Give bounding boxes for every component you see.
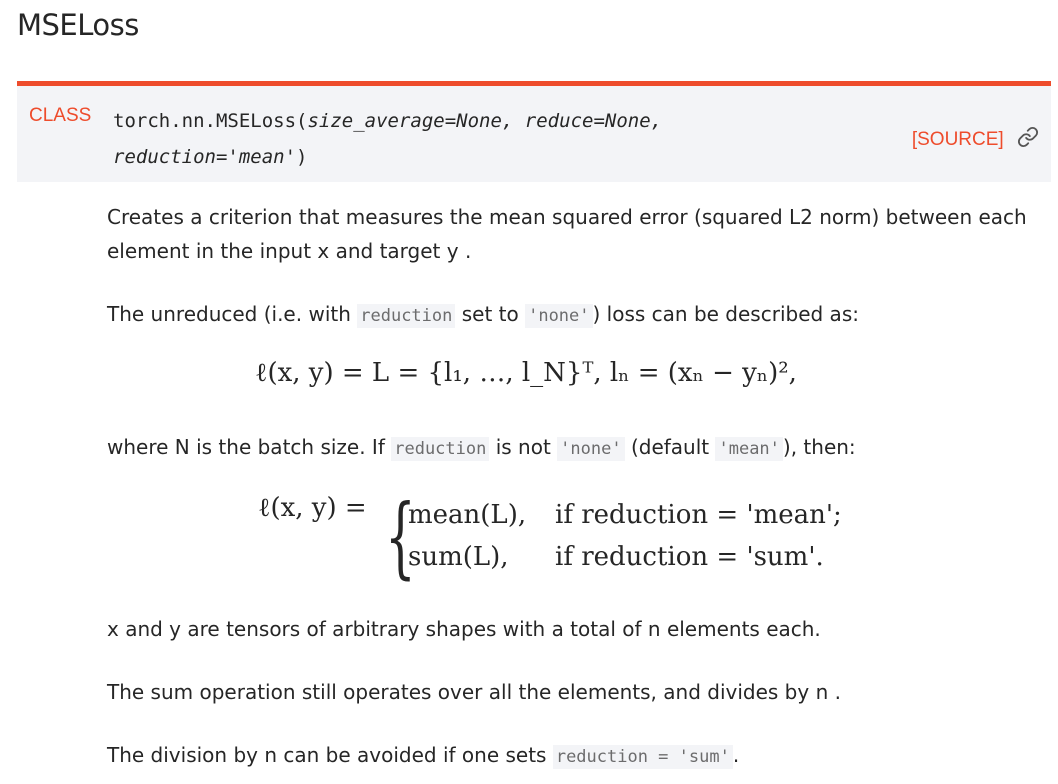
signature-params-line1: size_average=None, reduce=None, bbox=[307, 110, 663, 132]
class-label: CLASS bbox=[29, 105, 92, 126]
equation-cond-mean: if reduction = 'mean'; bbox=[555, 500, 842, 530]
text-fragment: . bbox=[732, 743, 740, 767]
text-fragment: The unreduced (i.e. with bbox=[107, 302, 358, 326]
paragraph-shapes: x and y are tensors of arbitrary shapes with a total of n elements each. bbox=[107, 617, 821, 641]
equation-cond-sum: if reduction = 'sum'. bbox=[555, 542, 824, 572]
paragraph-reduction bbox=[107, 430, 1027, 466]
signature-close: ) bbox=[296, 146, 308, 168]
class-signature bbox=[113, 103, 813, 175]
equation-case-mean: mean(L), bbox=[408, 500, 527, 530]
paragraph-division bbox=[107, 738, 1027, 774]
description-2 bbox=[107, 430, 1027, 466]
equation-case-sum: sum(L), bbox=[408, 542, 509, 572]
text-fragment: ), then: bbox=[782, 435, 856, 459]
paragraph-intro: Creates a criterion that measures the mean squared error (squared L2 norm) between each element in the input x and target y . bbox=[107, 205, 1027, 263]
text-fragment: set to bbox=[455, 302, 526, 326]
source-label[interactable]: [SOURCE] bbox=[911, 129, 1004, 150]
description-3 bbox=[107, 612, 1027, 774]
inline-code: 'none' bbox=[557, 437, 624, 461]
paragraph-unreduced bbox=[107, 297, 1027, 333]
equation-unreduced-loss: ℓ(x, y) = L = {l₁, …, l_N}ᵀ, lₙ = (xₙ − yₙ)², bbox=[255, 358, 797, 388]
link-icon[interactable] bbox=[1017, 126, 1039, 154]
inline-code: 'mean' bbox=[715, 437, 782, 461]
source-link[interactable] bbox=[912, 126, 1039, 154]
class-signature-box bbox=[17, 81, 1051, 182]
text-fragment: where N is the batch size. If bbox=[107, 435, 392, 459]
text-fragment: ) loss can be described as: bbox=[592, 302, 859, 326]
signature-params-line2: reduction='mean' bbox=[113, 146, 297, 168]
text-fragment: is not bbox=[489, 435, 558, 459]
description bbox=[107, 200, 1027, 333]
signature-name: torch.nn.MSELoss( bbox=[113, 110, 308, 132]
equation-brace: { bbox=[385, 485, 416, 588]
page-title: MSELoss bbox=[17, 8, 139, 42]
equation-reduced-lhs: ℓ(x, y) = bbox=[258, 493, 367, 523]
inline-code: reduction bbox=[357, 304, 455, 328]
inline-code: reduction = 'sum' bbox=[553, 745, 733, 769]
paragraph-sum: The sum operation still operates over all the elements, and divides by n . bbox=[107, 680, 841, 704]
text-fragment: (default bbox=[624, 435, 716, 459]
inline-code: 'none' bbox=[525, 304, 592, 328]
inline-code: reduction bbox=[391, 437, 489, 461]
text-fragment: The division by n can be avoided if one sets bbox=[107, 743, 553, 767]
